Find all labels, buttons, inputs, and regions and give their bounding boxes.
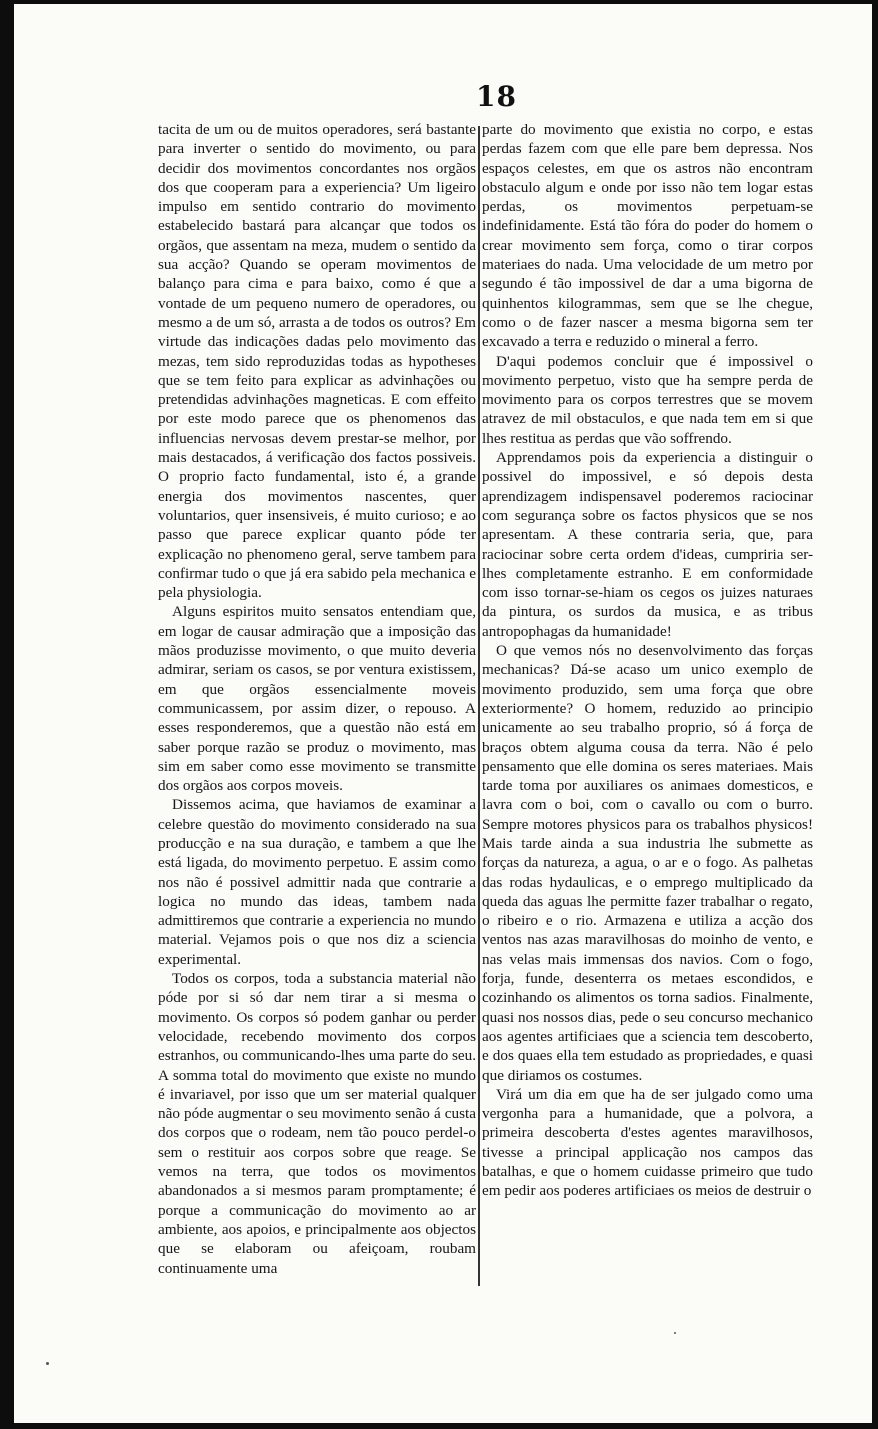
paragraph: D'aqui podemos concluir que é impossivel o movimento perpetuo, visto que ha sempre perda de movimento para os corpos terrestres que se movem atravez de mil obstaculos, e que nada tem em si que lhes restitua as perdas que vão soffrendo.	[482, 352, 813, 447]
paper-speck	[674, 1332, 676, 1334]
paragraph: O que vemos nós no desenvolvimento das forças mechanicas? Dá-se acaso um unico exemplo de movimento produzido, sem uma força que obre exteriormente? O homem, reduzido ao principio unicamente ao seu trabalho proprio, só á força de braços obtem alguma cousa da terra. Não é pelo pensamento que elle domina os seres materiaes. Mais tarde toma por auxiliares os animaes domesticos, e lavra com o boi, com o cavallo ou com o burro. Sempre motores physicos para os trabalhos physicos! Mais tarde ainda a sua industria lhe submette as forças da natureza, a agua, o ar e o fogo. As palhetas das rodas hydaulicas, e o emprego multiplicado da queda das aguas lhe permitte fazer trabalhar o regato, o ribeiro e o rio. Armazena e utiliza a acção dos ventos nas azas maravilhosas do moinho de vento, e nas velas mais immensas dos navios. Com o fogo, forja, funde, desenterra os metaes escondidos, e cozinhando os alimentos os torna sadios. Finalmente, quasi nos nossos dias, pede o seu concurso mechanico aos agentes artificiaes que a sciencia tem descoberto, e dos quaes ella tem estudado as propriedades, e quasi que diriamos os costumes.	[482, 642, 813, 1084]
column-divider	[478, 126, 480, 1286]
paragraph: Alguns espiritos muito sensatos entendiam que, em logar de causar admiração que a imposição das mãos produzisse movimento, o que muito deveria admirar, seriam os casos, se por ventura existissem, em que orgãos essencialmente moveis communicassem, por assim dizer, o repouso. A esses responderemos, que a questão não está em saber porque razão se produz o movimento, mas sim em saber como esse movimento se transmitte dos orgãos aos corpos moveis.	[158, 603, 476, 795]
paragraph: Todos os corpos, toda a substancia material não póde por si só dar nem tirar a si mesma o movimento. Os corpos só podem ganhar ou perder velocidade, recebendo movimento dos corpos estranhos, ou communicando-lhes uma parte do seu. A somma total do movimento que existe no mundo é invariavel, por isso que um ser material qualquer não póde augmentar o seu movimento senão á custa dos corpos que o rodeam, nem tão pouco perdel-o sem o restituir aos corpos sobre que reage. Se vemos na terra, que todos os movimentos abandonados a si mesmos param promptamente; é porque a communicação do movimento ao ar ambiente, aos apoios, e principalmente aos objectos que se elaboram ou afeiçoam, roubam continuamente uma	[158, 970, 477, 1277]
paragraph: tacita de um ou de muitos operadores, será bastante para inverter o sentido do movimento, ou para decidir dos movimentos concordantes nos orgãos dos que cooperam para a experiencia? Um ligeiro impulso em sentido contrario do movimento estabelecido bastará para alcançar que todos os orgãos, que assentam na meza, mudem o sentido da sua acção? Quando se operam movimentos de balanço para cima e para baixo, como é que a vontade de um pequeno numero de operadores, ou mesmo a de um só, arrasta a de todos os outros? Em virtude das indicações dadas pelo movimento das mezas, tem sido reproduzidas todas as hypotheses que se tem feito para explicar as advinhações ou pretendidas advinhações magneticas. E com effeito por este modo parece que os phenomenos das influencias nervosas devem prestar-se melhor, por mais destacados, á verificação dos factos possiveis. O proprio facto fundamental, isto é, a grande energia dos movimentos nascentes, quer voluntarios, quer insensiveis, é muito curioso; e ao passo que parece explicar quanto póde ter explicação no phenomeno geral, serve tambem para confirmar tudo o que já era sabido pela mechanica e pela physiologia.	[158, 121, 476, 602]
left-column	[158, 120, 476, 1278]
paragraph: Apprendamos pois da experiencia a distinguir o possivel do impossivel, e só depois desta aprendizagem indispensavel poderemos raciocinar com segurança sobre os factos physicos que se nos apresentam. A these contraria seria, que, para raciocinar sobre certa ordem d'ideas, cumpriria ser-lhes completamente estranho. E em conformidade com isso tornar-se-hiam os cegos os juizes naturaes da pintura, os surdos da musica, e as tribus antropophagas da humanidade!	[482, 449, 813, 640]
right-column	[482, 120, 813, 1201]
page-number: 18	[476, 80, 517, 113]
paragraph: Dissemos acima, que haviamos de examinar a celebre questão do movimento considerado na sua producção e na sua duração, e tambem a que lhe está ligada, do movimento perpetuo. E assim como nos não é possivel admittir nada que contrarie a logica no mundo das ideas, tambem nada admittiremos que contrarie a experiencia no mundo material. Vejamos pois o que nos diz a sciencia experimental.	[158, 796, 476, 968]
paragraph: parte do movimento que existia no corpo, e estas perdas fazem com que elle pare bem depressa. Nos espaços celestes, em que os astros não encontram obstaculo algum e onde por isso não tem logar estas perdas, os movimentos perpetuam-se indefinidamente. Está tão fóra do poder do homem o crear movimento sem força, como o tirar corpos materiaes do nada. Uma velocidade de um metro por segundo é tão impossivel de dar a uma bigorna de quinhentos kilogrammas, sem que se lhe chegue, como o de fazer nascer a mesma bigorna sem ter excavado a terra e reduzido o mineral a ferro.	[482, 121, 813, 351]
document-page	[14, 4, 872, 1423]
paragraph: Virá um dia em que ha de ser julgado como uma vergonha para a humanidade, que a polvora, a primeira descoberta d'estes agentes maravilhosos, tivesse a principal applicação nos campos das batalhas, e que o homem cuidasse primeiro que tudo em pedir aos poderes artificiaes os meios de destruir o	[482, 1085, 813, 1200]
paper-speck	[46, 1362, 49, 1365]
